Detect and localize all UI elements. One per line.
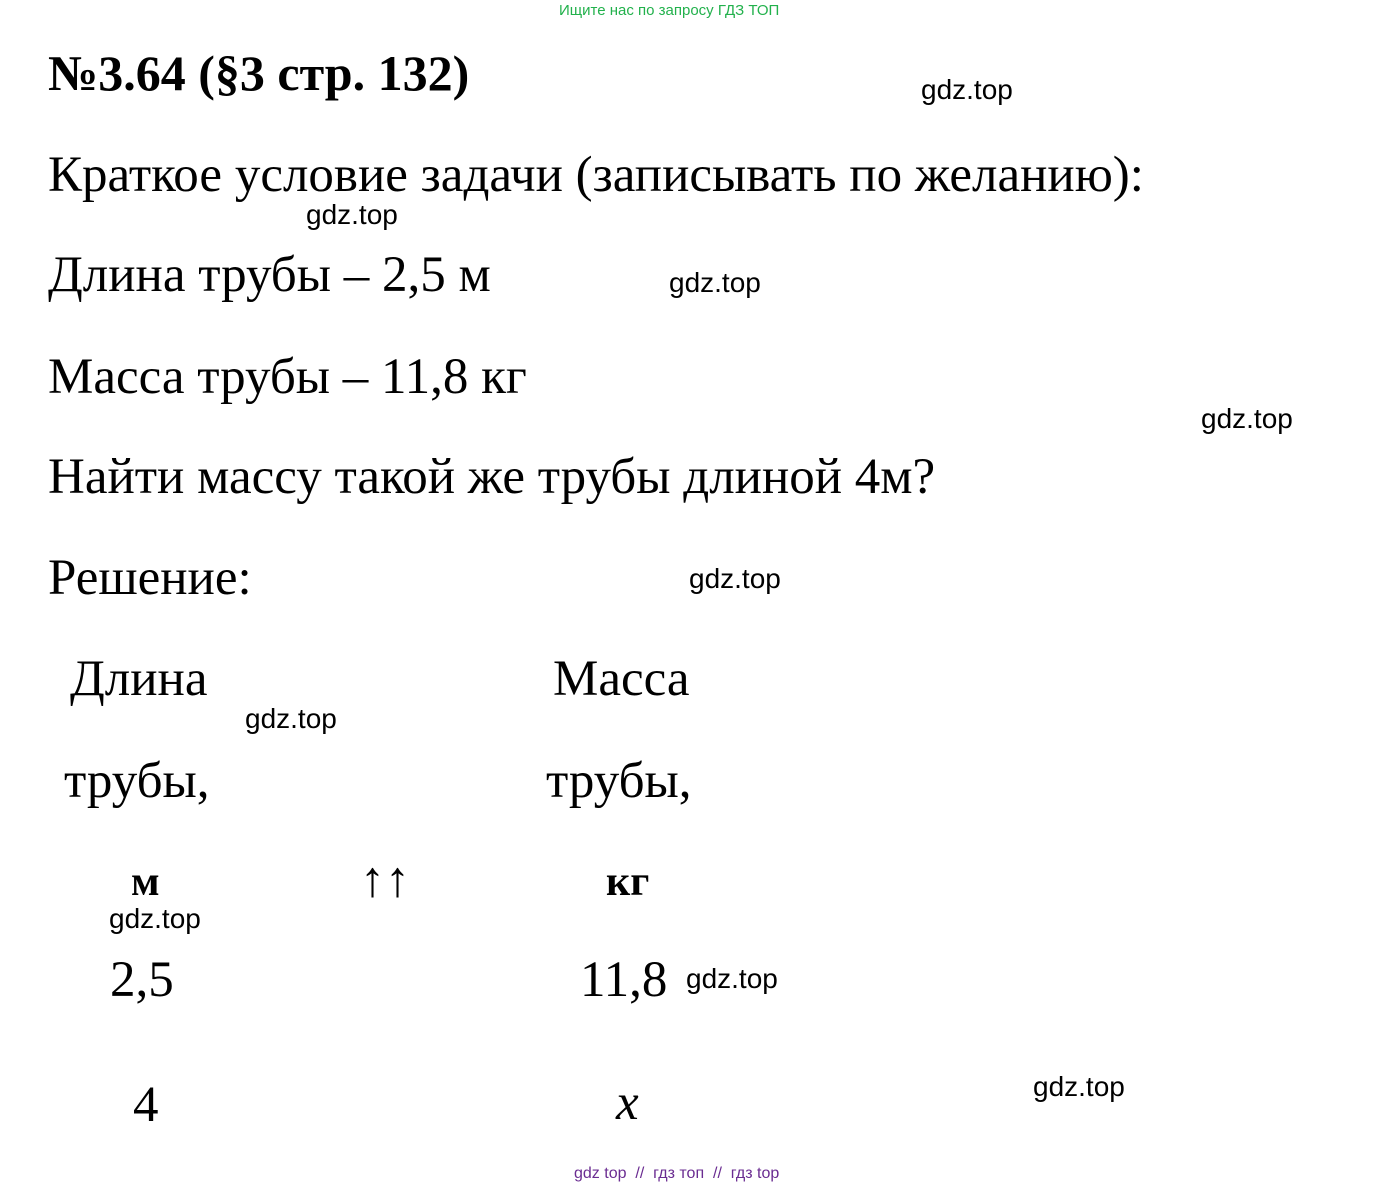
search-hint-banner: Ищите нас по запросу ГДЗ ТОП — [559, 2, 780, 19]
watermark-label: gdz.top — [1033, 1071, 1125, 1102]
watermark-label: gdz.top — [109, 903, 201, 934]
question-text: Найти массу такой же трубы длиной 4м? — [48, 449, 936, 505]
row2-length: 4 — [133, 1077, 159, 1133]
watermark-label: gdz.top — [1201, 403, 1293, 434]
watermark-label: gdz.top — [669, 267, 761, 298]
watermark-label: gdz.top — [689, 563, 781, 594]
watermark-label: gdz.top — [686, 963, 778, 994]
given-mass: Масса трубы – 11,8 кг — [48, 349, 527, 405]
col1-unit: м — [131, 859, 160, 905]
col2-header-line1: Масса — [553, 651, 690, 707]
condition-heading: Краткое условие задачи (записывать по желанию): — [48, 147, 1144, 203]
row1-mass: 11,8 — [580, 952, 668, 1008]
given-length: Длина трубы – 2,5 м — [48, 247, 491, 303]
watermark-label: gdz.top — [306, 199, 398, 230]
row2-mass-unknown: x — [616, 1075, 639, 1131]
footer-links: gdz top // гдз топ // гдз top — [574, 1165, 780, 1182]
col1-header-line1: Длина — [70, 651, 208, 707]
task-title: №3.64 (§3 стр. 132) — [48, 45, 470, 101]
watermark-label: gdz.top — [245, 703, 337, 734]
col1-header-line2: трубы, — [64, 753, 210, 809]
direct-proportion-arrows: ↑↑ — [360, 851, 410, 907]
col2-header-line2: трубы, — [546, 753, 692, 809]
solution-heading: Решение: — [48, 550, 252, 606]
col2-unit: кг — [606, 859, 650, 905]
watermark-label: gdz.top — [921, 74, 1013, 105]
row1-length: 2,5 — [110, 952, 174, 1008]
